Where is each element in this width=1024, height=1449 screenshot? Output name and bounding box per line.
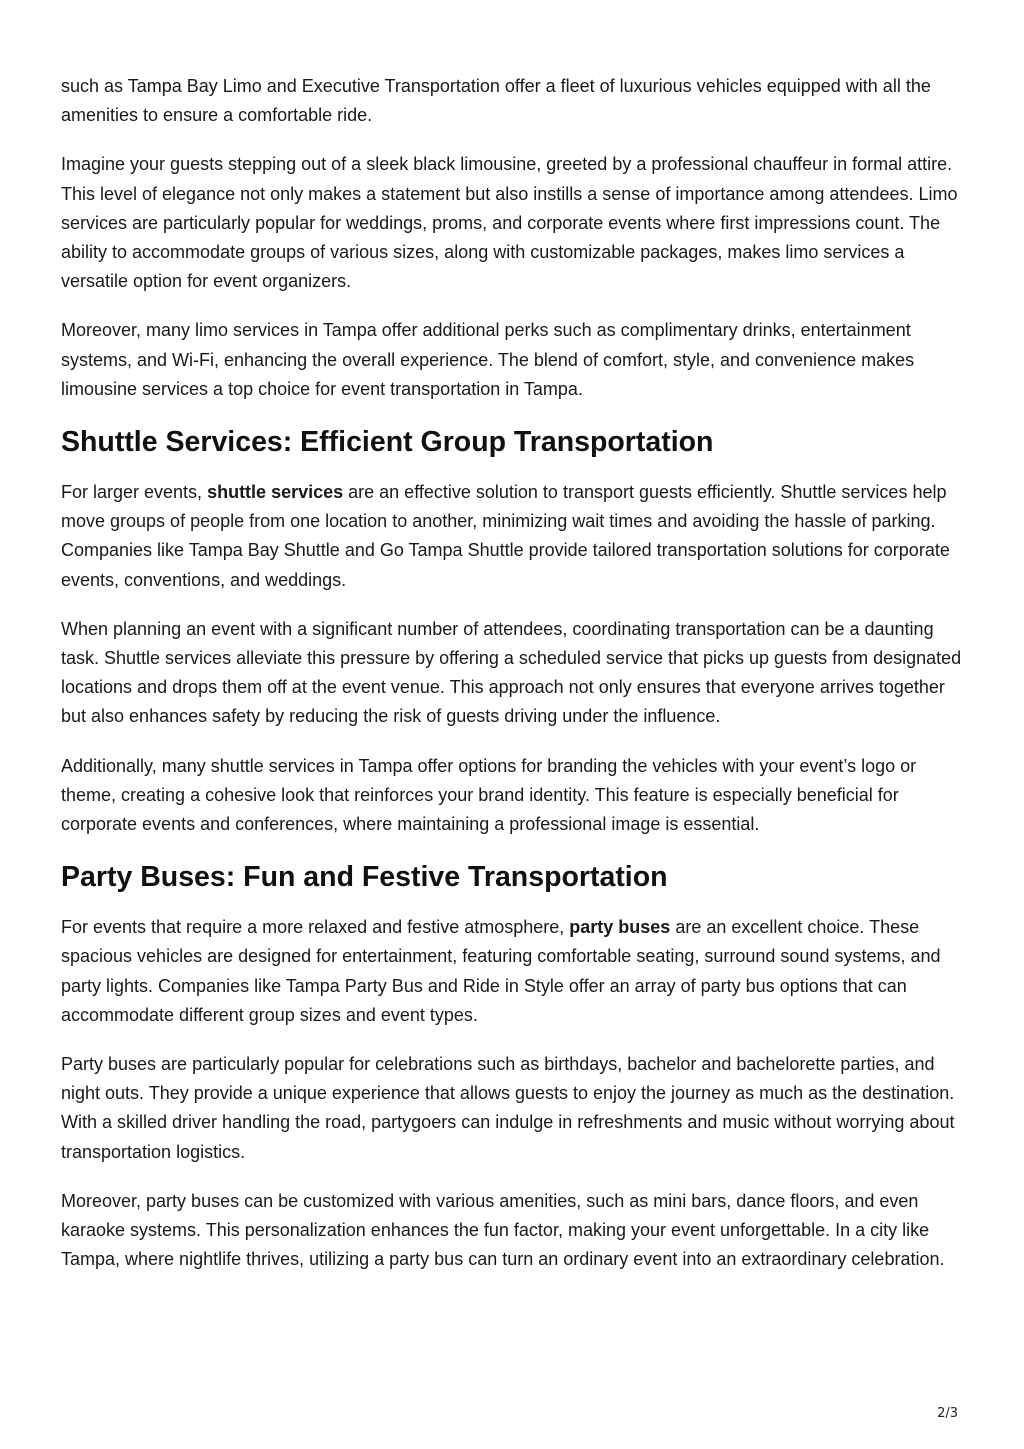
page-number: 2/3 [937,1406,958,1421]
paragraph-party-intro-after: are an excellent choice. These spacious vehicles are designed for entertainment, featuring comfortable seating, surround sound systems, and party lights. Companies like Tampa Party Bus and Ride in Style offer an array of party bus options that can accommodate different group sizes and event types. [61,917,941,1025]
paragraph-party-intro-before: For events that require a more relaxed and festive atmosphere, [61,917,570,938]
paragraph-party-intro [61,913,966,1030]
paragraph-limo-perks: Moreover, many limo services in Tampa offer additional perks such as complimentary drinks, entertainment systems, and Wi-Fi, enhancing the overall experience. The blend of comfort, style, and convenience makes limousine services a top choice for event transportation in Tampa. [61,320,915,399]
paragraph-shuttle-branding: Additionally, many shuttle services in Tampa offer options for branding the vehicles with your event’s logo or theme, creating a cohesive look that reinforces your brand identity. This feature is especially beneficial for corporate events and conferences, where maintaining a professional image is essential. [61,755,917,835]
bold-shuttle-services: shuttle services [207,482,344,503]
document-page [61,72,966,1295]
bold-party-buses: party buses [569,917,671,938]
paragraph-shuttle-planning: When planning an event with a significant number of attendees, coordinating transportation can be a daunting task. Shuttle services alleviate this pressure by offering a scheduled service that picks up guests from designated locations and drops them off at the event venue. This approach not only ensures that everyone arrives together but also enhances safety by reducing the risk of guests driving under the influence. [61,618,962,727]
paragraph-party-celebrations: Party buses are particularly popular for celebrations such as birthdays, bachelor and bachelorette parties, and night outs. They provide a unique experience that allows guests to enjoy the journey as much as the destination. With a skilled driver handling the road, partygoers can indulge in refreshments and music without worrying about transportation logistics. [61,1054,955,1162]
paragraph-party-amenities: Moreover, party buses can be customized with various amenities, such as mini bars, dance floors, and even karaoke systems. This personalization enhances the fun factor, making your event unforgettable. In a city like Tampa, where nightlife thrives, utilizing a party bus can turn an ordinary event into an extraordinary celebration. [61,1190,945,1270]
paragraph-shuttle-intro-before: For larger events, [61,482,208,503]
paragraph-shuttle-intro-after: are an effective solution to transport guests efficiently. Shuttle services help move groups of people from one location to another, minimizing wait times and avoiding the hassle of parking. Companies like Tampa Bay Shuttle and Go Tampa Shuttle provide tailored transportation solutions for corporate events, conventions, and weddings. [61,482,950,590]
paragraph-limo-intro-continued: such as Tampa Bay Limo and Executive Transportation offer a fleet of luxurious vehicles equipped with all the amenities to ensure a comfortable ride. [61,76,931,126]
paragraph-limo-elegance: Imagine your guests stepping out of a sleek black limousine, greeted by a professional chauffeur in formal attire. This level of elegance not only makes a statement but also instills a sense of importance among attendees. Limo services are particularly popular for weddings, proms, and corporate events where first impressions count. The ability to accommodate groups of various sizes, along with customizable packages, makes limo services a versatile option for event organizers. [61,154,958,292]
paragraph-shuttle-intro [61,478,966,595]
heading-party-buses: Party Buses: Fun and Festive Transportation [61,861,668,894]
heading-shuttle-services: Shuttle Services: Efficient Group Transportation [61,426,714,459]
